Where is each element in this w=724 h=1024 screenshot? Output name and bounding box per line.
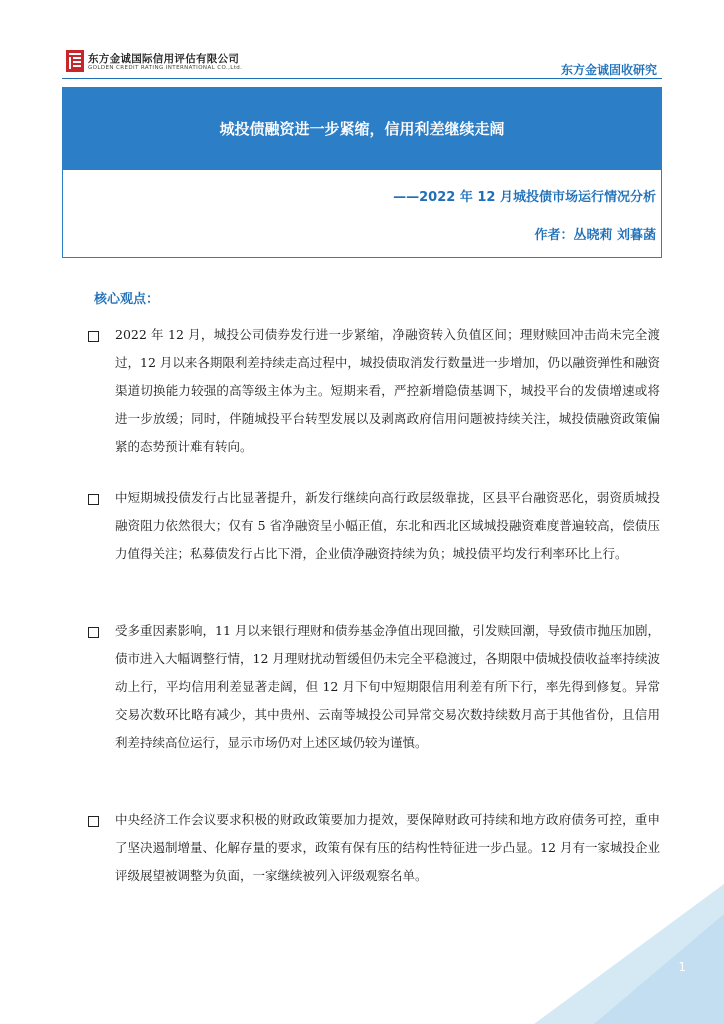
bullet-text: 中央经济工作会议要求积极的财政政策要加力提效，要保障财政可持续和地方政府债务可控，重申了坚决遏制增量、化解存量的要求，政策有保有压的结构性特征进一步凸显。12 月有一家城投企业评级展望被调整为负面，一家继续被列入评级观察名单。 (115, 812, 660, 883)
report-subtitle: ——2022 年 12 月城投债市场运行情况分析 (393, 190, 656, 205)
header-divider (62, 78, 662, 79)
checkbox-bullet-icon (88, 494, 99, 505)
corner-decoration (534, 884, 724, 1024)
section-label: 东方金诚固收研究 (560, 63, 657, 77)
bullet-text: 受多重因素影响，11 月以来银行理财和债券基金净值出现回撤，引发赎回潮，导致债市抛压加剧，债市进入大幅调整行情，12 月理财扰动暂缓但仍未完全平稳渡过，各期限中债城投债收益率持续波动上行，平均信用利差显著走阔，但 12 月下旬中短期限信用利差有所下行，率先得到修复。异常交易次数环比略有减少，其中贵州、云南等城投公司异常交易次数持续数月高于其他省份，且信用利差持续高位运行，显示市场仍对上述区域仍较为谨慎。 (115, 623, 660, 750)
checkbox-bullet-icon (88, 627, 99, 638)
core-views-heading: 核心观点： (94, 292, 160, 307)
title-banner (62, 87, 662, 170)
company-name-en: GOLDEN CREDIT RATING INTERNATIONAL CO.,Ltd. (88, 65, 243, 71)
report-title: 城投债融资进一步紧缩，信用利差继续走阔 (219, 120, 505, 138)
bullet-text: 中短期城投债发行占比显著提升，新发行继续向高行政层级靠拢，区县平台融资恶化，弱资质城投融资阻力依然很大；仅有 5 省净融资呈小幅正值，东北和西北区域城投融资难度普遍较高，偿债压力值得关注；私募债发行占比下滑，企业债净融资持续为负；城投债平均发行利率环比上行。 (115, 490, 660, 561)
company-name-cn: 东方金诚国际信用评估有限公司 (88, 53, 240, 65)
checkbox-bullet-icon (88, 816, 99, 827)
title-box-frame (62, 170, 662, 258)
page-number: 1 (678, 960, 686, 974)
checkbox-bullet-icon (88, 331, 99, 342)
report-authors: 作者：丛晓莉 刘暮菡 (534, 228, 656, 243)
bullet-text: 2022 年 12 月，城投公司债券发行进一步紧缩，净融资转入负值区间；理财赎回冲击尚未完全渡过，12 月以来各期限利差持续走高过程中，城投债取消发行数量进一步增加，仍以融资弹性和融资渠道切换能力较强的高等级主体为主。短期来看，严控新增隐债基调下，城投平台的发债增速或将进一步放缓；同时，伴随城投平台转型发展以及剥离政府信用问题被持续关注，城投债融资政策偏紧的态势预计难有转向。 (115, 327, 660, 454)
company-logo-icon (66, 50, 84, 72)
